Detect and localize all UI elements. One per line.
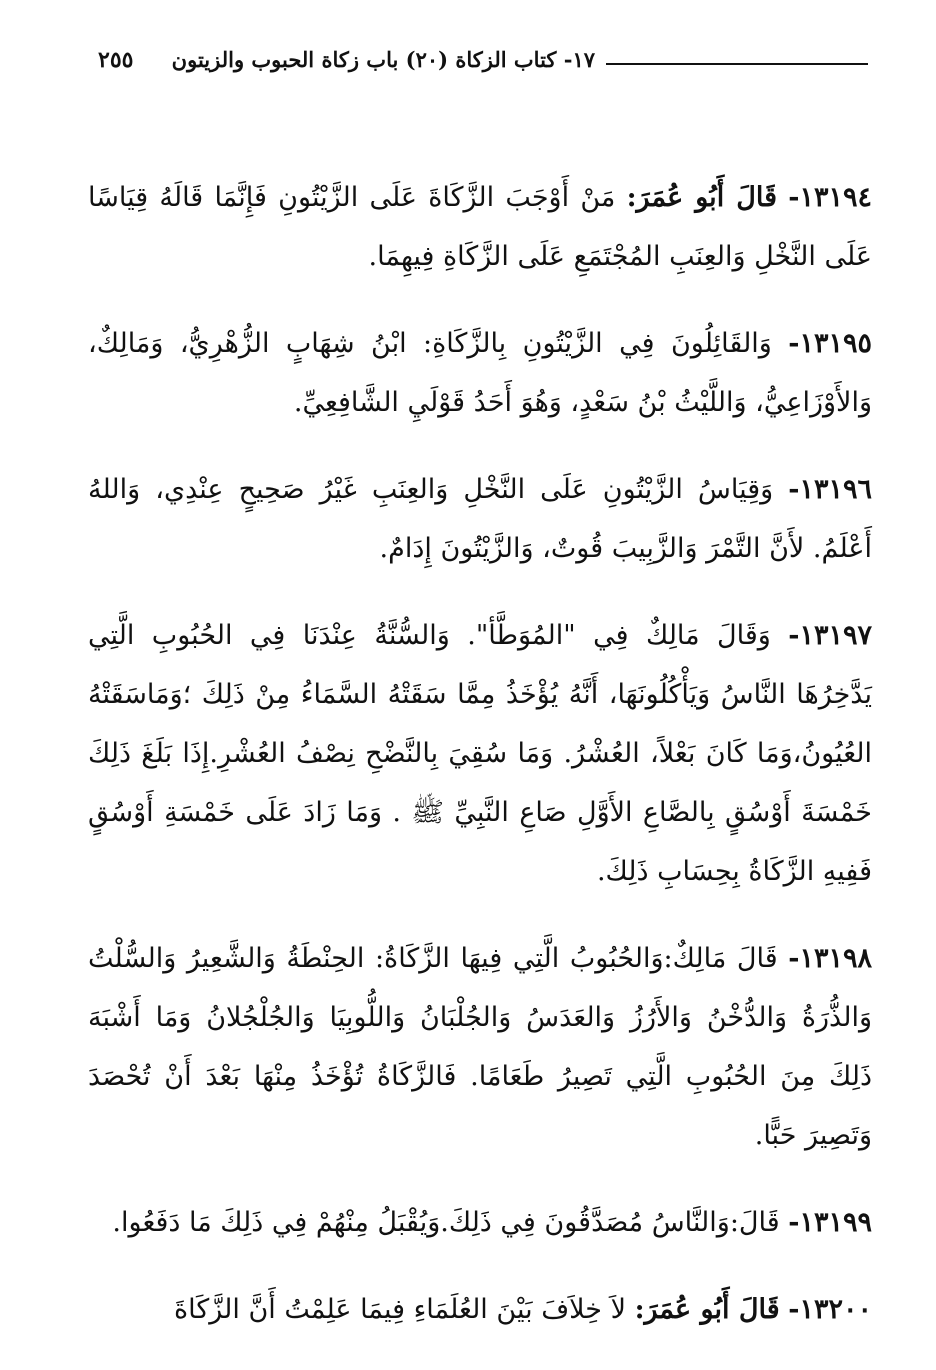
- paragraph-13195: [88, 314, 872, 432]
- paragraph-13197: [88, 606, 872, 901]
- paragraph-number: ١٣١٩٧-: [788, 620, 872, 651]
- header-rule: [606, 63, 868, 65]
- paragraph-text: قَالَ مَالِكٌ:وَالحُبُوبُ الَّتِي فِيهَا الزَّكَاةُ: الحِنْطَةُ وَالشَّعِيرُ وَالسُّلْتُ وَالذُّرَةُ وَالدُّخْنُ وَالأَرُزُ وَالعَدَسُ وَالجُلْبَانُ وَاللُّوبِيَا وَالجُلْجُلانُ وَمَا أَشْبَهَ ذَلِكَ مِنَ الحُبُوبِ الَّتِي تَصِيرُ طَعَامًا. فَالزَّكَاةُ تُؤْخَذُ مِنْهَا بَعْدَ أَنْ تُحْصَدَ وَتَصِيرَ حَبًّا.: [88, 943, 872, 1151]
- paragraph-text: مَنْ أَوْجَبَ الزَّكَاةَ عَلَى الزَّيْتُونِ فَإِنَّمَا قَالَهُ قِيَاسًا عَلَى النَّخْلِ وَالعِنَبِ المُجْتَمَعِ عَلَى الزَّكَاةِ فِيهِمَا.: [88, 182, 872, 272]
- paragraph-number: ١٣١٩٤-: [788, 182, 872, 213]
- paragraph-text: لاَ خِلاَفَ بَيْنَ العُلَمَاءِ فِيمَا عَلِمْتُ أَنَّ الزَّكَاةَ: [174, 1294, 626, 1325]
- paragraph-text: وَالقَائِلُونَ فِي الزَّيْتُونِ بِالزَّكَاةِ: ابْنُ شِهَابٍ الزُّهْرِيُّ، وَمَالِكٌ، وَالأَوْزَاعِيُّ، وَاللَّيْثُ بْنُ سَعْدٍ، وَهُوَ أَحَدُ قَوْلَيِ الشَّافِعِيِّ.: [88, 328, 872, 418]
- paragraph-text: قَالَ:وَالنَّاسُ مُصَدَّقُونَ فِي ذَلِكَ.وَيُقْبَلُ مِنْهُمْ فِي ذَلِكَ مَا دَفَعُوا.: [112, 1207, 780, 1238]
- page-number: ٢٥٥: [98, 47, 134, 73]
- paragraph-number: ١٣١٩٦-: [788, 474, 872, 505]
- paragraph-number: ١٣٢٠٠-: [788, 1294, 872, 1325]
- paragraph-text: وَقَالَ مَالِكٌ فِي "المُوَطَّأ". وَالسُّنَّةُ عِنْدَنَا فِي الحُبُوبِ الَّتِي يَدَّخِرُهَا النَّاسُ وَيَأْكُلُونَهَا، أَنَّهُ يُؤْخَذُ مِمَّا سَقَتْهُ السَّمَاءُ مِنْ ذَلِكَ ؛وَمَاسَقَتْهُ العُيُونُ،وَمَا كَانَ بَعْلاً، العُشْرُ. وَمَا سُقِيَ بِالنَّضْحِ نِصْفُ العُشْرِ.إِذَا بَلَغَ ذَلِكَ خَمْسَةَ أَوْسُقٍ بِالصَّاعِ الأَوَّلِ صَاعِ النَّبِيِّ ﷺ . وَمَا زَادَ عَلَى خَمْسَةِ أَوْسُقٍ فَفِيهِ الزَّكَاةُ بِحِسَابِ ذَلِكَ.: [88, 620, 872, 887]
- paragraph-text: وَقِيَاسُ الزَّيْتُونِ عَلَى النَّخْلِ وَالعِنَبِ غَيْرُ صَحِيحٍ عِنْدِي، وَاللهُ أَعْلَمُ. لأَنَّ التَّمْرَ وَالزَّبِيبَ قُوتٌ، وَالزَّيْتُونَ إِدَامٌ.: [88, 474, 872, 564]
- paragraph-13199: [88, 1193, 872, 1252]
- paragraph-13200: [88, 1280, 872, 1339]
- paragraph-number: ١٣١٩٨-: [788, 943, 872, 974]
- paragraph-number: ١٣١٩٩-: [788, 1207, 872, 1238]
- running-header-title: ١٧- كتاب الزكاة (٢٠) باب زكاة الحبوب والزيتون: [171, 47, 595, 72]
- paragraph-speaker: قَالَ أَبُو عُمَرَ:: [626, 182, 778, 213]
- paragraph-13194: [88, 168, 872, 286]
- paragraph-13196: [88, 460, 872, 578]
- paragraph-speaker: قَالَ أَبُو عُمَرَ:: [634, 1294, 780, 1325]
- paragraph-number: ١٣١٩٥-: [788, 328, 873, 359]
- main-text: [88, 168, 872, 1367]
- paragraph-13198: [88, 929, 872, 1165]
